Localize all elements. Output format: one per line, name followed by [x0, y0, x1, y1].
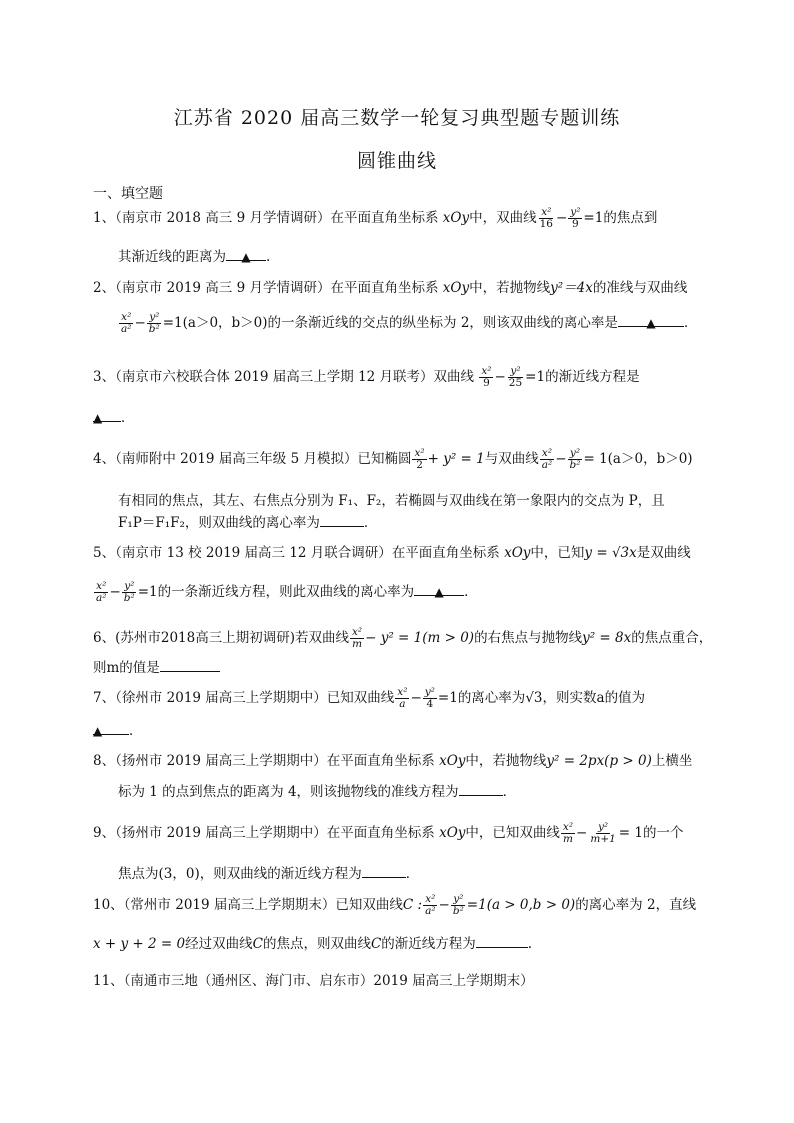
- question-9-cont: 焦点为(3，0)，则双曲线的渐近线方程为 ．: [118, 863, 419, 885]
- answer-blank: ▲: [226, 246, 266, 261]
- fraction: $\frac{\text{x²}}{m}$: [351, 626, 363, 650]
- question-10: 10、（常州市 2019 届高三上学期期末）已知双曲线C : $\frac{\text{x²}}{\text{a²}}$ − $\frac{\text{y²}}{\text{b²}}$ =1(a > 0,b > 0)的离心率为 2，直线: [93, 893, 697, 917]
- question-8: 8、（扬州市 2019 届高三上学期期中）在平面直角坐标系 xOy中，若抛物线y² = 2px(p > 0)上横坐: [93, 753, 693, 769]
- section-heading: 一、填空题: [93, 186, 163, 202]
- question-2: 2、（南京市 2019 高三 9 月学情调研）在平面直角坐标系 xOy中，若抛物线y²＝4x的准线与双曲线: [93, 280, 688, 296]
- question-4-cont2: F₁P＝F₁F₂，则双曲线的离心率为 ．: [118, 512, 377, 534]
- question-4: 4、（南师附中 2019 届高三年级 5 月模拟）已知椭圆 $\frac{\text{x²}}{2}$ + y² = 1与双曲线 $\frac{\text{x²}}{\text{a²}}$ − $\frac{\text{y²}}{\text{b²}}$ = 1(a＞0，b＞0): [93, 447, 693, 471]
- question-7: 7、（徐州市 2019 届高三上学期期中）已知双曲线 $\frac{\text{x²}}{a}$ − $\frac{\text{y²}}{4}$ =1的离心率为√3，则实数a的值为: [93, 686, 646, 710]
- fraction: $\frac{\text{x²}}{2}$: [414, 447, 425, 471]
- question-5-cont: $\frac{\text{x²}}{\text{a²}}$ − $\frac{\text{y²}}{\text{b²}}$ =1的一条渐近线方程，则此双曲线的离心率为 ▲ ．: [96, 580, 478, 604]
- fraction: $\frac{\text{y²}}{9}$: [570, 206, 581, 230]
- answer-blank: [160, 657, 220, 672]
- answer-blank: [459, 781, 503, 796]
- question-6: 6、(苏州市2018高三上期初调研)若双曲线 $\frac{\text{x²}}{m}$ − y² = 1(m > 0)的右焦点与抛物线y² = 8x的焦点重合，: [93, 626, 713, 650]
- question-10-cont: x + y + 2 = 0经过双曲线C的焦点，则双曲线C的渐近线方程为 .: [93, 933, 532, 955]
- fraction: $\frac{\text{y²}}{\text{b²}}$: [123, 580, 135, 604]
- question-1-cont: 其渐近线的距离为 ▲ .: [118, 246, 270, 268]
- question-2-cont: $\frac{\text{x²}}{\text{a²}}$ − $\frac{\text{y²}}{\text{b²}}$ =1(a＞0，b＞0)的一条渐近线的交点的纵坐标为 2，则该双曲线的离心率是 ▲ ．: [121, 311, 698, 335]
- fraction: $\frac{\text{y²}}{4}$: [424, 686, 435, 710]
- answer-blank: [320, 512, 364, 527]
- question-8-cont: 标为 1 的点到焦点的距离为 4，则该抛物线的准线方程为 ．: [118, 781, 516, 803]
- question-6-cont: 则m的值是: [93, 657, 220, 679]
- question-5: 5、（南京市 13 校 2019 届高三 12 月联合调研）在平面直角坐标系 xOy中，已知y = √3x是双曲线: [93, 545, 691, 561]
- question-7-cont: ▲ ．: [93, 720, 143, 742]
- question-11: 11、（南通市三地（通州区、海门市、启东市）2019 届高三上学期期末）: [93, 973, 534, 989]
- fraction: $\frac{\text{x²}}{16}$: [539, 206, 553, 230]
- page-title: 江苏省 2020 届高三数学一轮复习典型题专题训练: [173, 107, 621, 129]
- fraction: $\frac{\text{y²}}{25}$: [508, 365, 523, 389]
- page-subtitle: 圆锥曲线: [356, 150, 437, 172]
- answer-blank: ▲: [618, 312, 684, 327]
- answer-blank: ▲: [93, 407, 121, 422]
- question-9: 9、（扬州市 2019 届高三上学期期中）在平面直角坐标系 xOy中，已知双曲线 $\frac{\text{x²}}{m}$ − $\frac{\text{y²}}{m+1}$ = 1的一个: [93, 821, 684, 845]
- fraction: $\frac{\text{y²}}{\text{b²}}$: [452, 893, 464, 917]
- question-1: 1、（南京市 2018 高三 9 月学情调研）在平面直角坐标系 xOy中，双曲线 $\frac{\text{x²}}{16}$ − $\frac{\text{y²}}{9}$ =1的焦点到: [93, 206, 658, 230]
- fraction: $\frac{\text{x²}}{9}$: [481, 365, 492, 389]
- fraction: $\frac{\text{x²}}{\text{a²}}$: [96, 580, 107, 604]
- fraction: $\frac{\text{x²}}{a}$: [397, 686, 408, 710]
- fraction: $\frac{\text{y²}}{m+1}$: [590, 821, 616, 845]
- answer-blank: ▲: [93, 720, 129, 735]
- fraction: $\frac{\text{x²}}{\text{a²}}$: [541, 447, 553, 471]
- fraction: $\frac{\text{y²}}{\text{b²}}$: [569, 447, 581, 471]
- answer-blank: [476, 933, 528, 948]
- fraction: $\frac{\text{y²}}{\text{b²}}$: [148, 311, 160, 335]
- answer-blank: [362, 863, 406, 878]
- fraction: $\frac{\text{x²}}{m}$: [562, 821, 574, 845]
- question-3-cont: ▲ ．: [93, 407, 135, 429]
- question-4-cont: 有相同的焦点，其左、右焦点分别为 F₁、F₂，若椭圆与双曲线在第一象限内的交点为 P，且: [118, 493, 665, 509]
- question-3: 3、（南京市六校联合体 2019 届高三上学期 12 月联考）双曲线 $\frac{\text{x²}}{9}$ − $\frac{\text{y²}}{25}$ =1的渐近线方程是: [93, 365, 640, 389]
- fraction: $\frac{\text{x²}}{\text{a²}}$: [425, 893, 436, 917]
- answer-blank: ▲: [414, 581, 464, 596]
- fraction: $\frac{\text{x²}}{\text{a²}}$: [121, 311, 132, 335]
